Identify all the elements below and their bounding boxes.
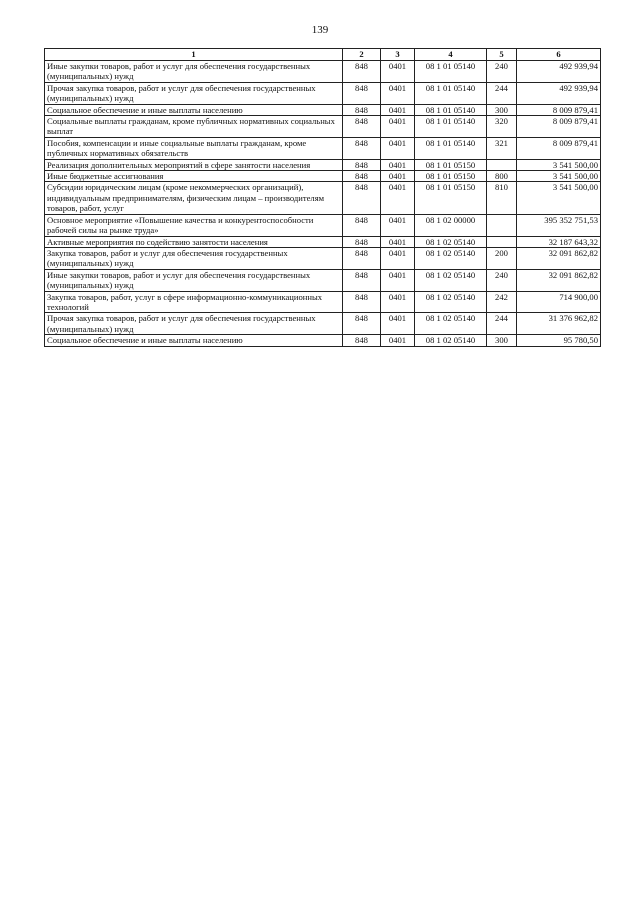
table-row [45, 159, 601, 170]
cell-amount: 714 900,00 [517, 291, 601, 313]
table-row [45, 335, 601, 346]
cell-name: Социальное обеспечение и иные выплаты населению [45, 335, 343, 346]
cell-ministry-code: 848 [343, 159, 381, 170]
header-col-2: 2 [343, 49, 381, 61]
cell-amount: 8 009 879,41 [517, 104, 601, 115]
cell-expense-kind [487, 236, 517, 247]
cell-name: Прочая закупка товаров, работ и услуг для обеспечения государственных (муниципальных) нужд [45, 82, 343, 104]
cell-amount: 492 939,94 [517, 61, 601, 83]
cell-expense-kind: 320 [487, 116, 517, 138]
cell-ministry-code: 848 [343, 182, 381, 214]
cell-target-article: 08 1 01 05150 [415, 159, 487, 170]
cell-expense-kind: 800 [487, 171, 517, 182]
cell-ministry-code: 848 [343, 116, 381, 138]
cell-ministry-code: 848 [343, 137, 381, 159]
cell-amount: 32 091 862,82 [517, 247, 601, 269]
cell-section-code: 0401 [381, 247, 415, 269]
cell-target-article: 08 1 02 05140 [415, 313, 487, 335]
cell-section-code: 0401 [381, 214, 415, 236]
cell-name: Пособия, компенсации и иные социальные выплаты гражданам, кроме публичных нормативных обязательств [45, 137, 343, 159]
cell-target-article: 08 1 02 05140 [415, 247, 487, 269]
cell-expense-kind: 240 [487, 269, 517, 291]
cell-target-article: 08 1 01 05150 [415, 171, 487, 182]
cell-section-code: 0401 [381, 137, 415, 159]
cell-section-code: 0401 [381, 116, 415, 138]
cell-section-code: 0401 [381, 61, 415, 83]
cell-target-article: 08 1 01 05150 [415, 182, 487, 214]
cell-name: Активные мероприятия по содействию занятости населения [45, 236, 343, 247]
cell-amount: 8 009 879,41 [517, 116, 601, 138]
cell-expense-kind [487, 159, 517, 170]
cell-expense-kind: 240 [487, 61, 517, 83]
table-row [45, 269, 601, 291]
cell-section-code: 0401 [381, 236, 415, 247]
cell-section-code: 0401 [381, 335, 415, 346]
header-col-6: 6 [517, 49, 601, 61]
cell-section-code: 0401 [381, 269, 415, 291]
cell-expense-kind: 321 [487, 137, 517, 159]
cell-section-code: 0401 [381, 159, 415, 170]
cell-expense-kind: 300 [487, 335, 517, 346]
cell-ministry-code: 848 [343, 291, 381, 313]
cell-expense-kind: 810 [487, 182, 517, 214]
cell-amount: 95 780,50 [517, 335, 601, 346]
table-row [45, 137, 601, 159]
table-row [45, 313, 601, 335]
cell-amount: 8 009 879,41 [517, 137, 601, 159]
page-number: 139 [311, 24, 329, 36]
header-col-5: 5 [487, 49, 517, 61]
cell-expense-kind: 244 [487, 82, 517, 104]
cell-expense-kind: 244 [487, 313, 517, 335]
cell-name: Закупка товаров, работ и услуг для обеспечения государственных (муниципальных) нужд [45, 247, 343, 269]
cell-expense-kind: 242 [487, 291, 517, 313]
cell-name: Основное мероприятие «Повышение качества и конкурентоспособности рабочей силы на рынке труда» [45, 214, 343, 236]
cell-amount: 32 187 643,32 [517, 236, 601, 247]
table-row [45, 104, 601, 115]
header-col-4: 4 [415, 49, 487, 61]
table-row [45, 214, 601, 236]
table-body [45, 61, 601, 347]
budget-table [44, 48, 601, 347]
cell-amount: 31 376 962,82 [517, 313, 601, 335]
header-col-3: 3 [381, 49, 415, 61]
cell-section-code: 0401 [381, 82, 415, 104]
table-row [45, 247, 601, 269]
cell-amount: 492 939,94 [517, 82, 601, 104]
cell-ministry-code: 848 [343, 61, 381, 83]
cell-name: Социальные выплаты гражданам, кроме публичных нормативных социальных выплат [45, 116, 343, 138]
cell-target-article: 08 1 01 05140 [415, 82, 487, 104]
table-row [45, 291, 601, 313]
cell-target-article: 08 1 01 05140 [415, 116, 487, 138]
cell-section-code: 0401 [381, 313, 415, 335]
cell-target-article: 08 1 01 05140 [415, 61, 487, 83]
cell-section-code: 0401 [381, 171, 415, 182]
cell-ministry-code: 848 [343, 247, 381, 269]
cell-section-code: 0401 [381, 104, 415, 115]
cell-ministry-code: 848 [343, 313, 381, 335]
cell-ministry-code: 848 [343, 82, 381, 104]
cell-ministry-code: 848 [343, 236, 381, 247]
cell-section-code: 0401 [381, 291, 415, 313]
cell-name: Иные закупки товаров, работ и услуг для обеспечения государственных (муниципальных) нужд [45, 269, 343, 291]
cell-ministry-code: 848 [343, 269, 381, 291]
cell-expense-kind: 300 [487, 104, 517, 115]
cell-target-article: 08 1 02 00000 [415, 214, 487, 236]
cell-ministry-code: 848 [343, 335, 381, 346]
cell-expense-kind [487, 214, 517, 236]
cell-name: Субсидии юридическим лицам (кроме некоммерческих организаций), индивидуальным предпринимателям, физическим лицам – производителям товаров, работ, услуг [45, 182, 343, 214]
cell-target-article: 08 1 02 05140 [415, 236, 487, 247]
table-header-row [45, 49, 601, 61]
cell-target-article: 08 1 02 05140 [415, 335, 487, 346]
cell-amount: 3 541 500,00 [517, 171, 601, 182]
cell-target-article: 08 1 02 05140 [415, 269, 487, 291]
cell-target-article: 08 1 02 05140 [415, 291, 487, 313]
header-col-1: 1 [45, 49, 343, 61]
cell-name: Социальное обеспечение и иные выплаты населению [45, 104, 343, 115]
cell-amount: 395 352 751,53 [517, 214, 601, 236]
cell-expense-kind: 200 [487, 247, 517, 269]
cell-name: Закупка товаров, работ, услуг в сфере информационно-коммуникационных технологий [45, 291, 343, 313]
cell-target-article: 08 1 01 05140 [415, 104, 487, 115]
cell-section-code: 0401 [381, 182, 415, 214]
table-row [45, 116, 601, 138]
cell-name: Иные бюджетные ассигнования [45, 171, 343, 182]
cell-ministry-code: 848 [343, 104, 381, 115]
cell-amount: 3 541 500,00 [517, 182, 601, 214]
cell-ministry-code: 848 [343, 171, 381, 182]
table-row [45, 182, 601, 214]
cell-amount: 32 091 862,82 [517, 269, 601, 291]
table-row [45, 171, 601, 182]
cell-name: Реализация дополнительных мероприятий в сфере занятости населения [45, 159, 343, 170]
table-row [45, 236, 601, 247]
cell-target-article: 08 1 01 05140 [415, 137, 487, 159]
cell-name: Иные закупки товаров, работ и услуг для обеспечения государственных (муниципальных) нужд [45, 61, 343, 83]
cell-name: Прочая закупка товаров, работ и услуг для обеспечения государственных (муниципальных) нужд [45, 313, 343, 335]
cell-ministry-code: 848 [343, 214, 381, 236]
table-row [45, 82, 601, 104]
table-row [45, 61, 601, 83]
cell-amount: 3 541 500,00 [517, 159, 601, 170]
